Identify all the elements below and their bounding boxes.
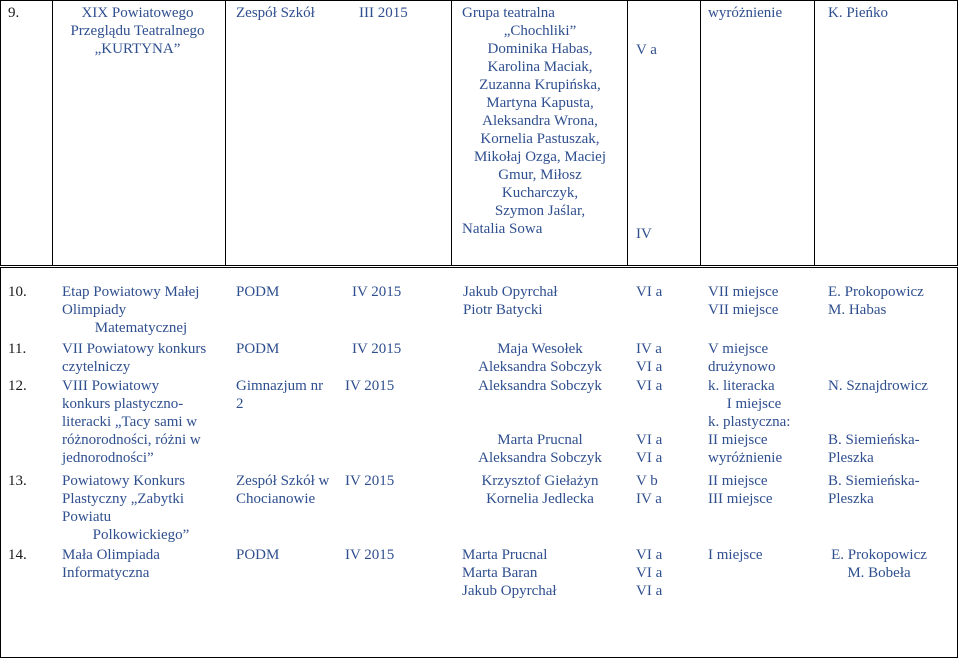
participant: Maja Wesołek [497, 341, 583, 357]
result-line: drużynowo [708, 359, 776, 375]
column-divider [627, 0, 628, 266]
teacher-line: M. Habas [828, 302, 887, 318]
event-line: Przeglądu Teatralnego [70, 23, 205, 39]
event-name [55, 283, 227, 337]
column-divider [957, 267, 958, 658]
teacher [828, 377, 928, 467]
participants [455, 340, 625, 376]
event-date: IV 2015 [352, 284, 402, 300]
class-line: VI a [636, 547, 663, 563]
teacher-line: B. Siemieńska- [828, 473, 920, 489]
row-number: 11. [8, 341, 27, 357]
event-line: Olimpiady [62, 302, 127, 318]
column-divider [700, 0, 701, 266]
event-line: „KURTYNA” [94, 41, 181, 57]
school-line: 2 [236, 396, 244, 412]
row-number: 9. [8, 5, 20, 21]
participant: Aleksandra Sobczyk [478, 378, 602, 394]
result: wyróżnienie [708, 5, 783, 21]
school-line: Chocianowie [236, 491, 316, 507]
row-divider [0, 267, 957, 268]
participant: Karolina Maciak, [487, 59, 593, 75]
event-line: Mała Olimpiada [62, 547, 160, 563]
event-date: IV 2015 [352, 341, 402, 357]
participant [455, 413, 625, 431]
class-label [636, 340, 662, 376]
participants [455, 472, 625, 508]
row-number: 10. [8, 284, 27, 300]
participant: Jakub Opyrchał [462, 583, 557, 599]
result-line: I miejsce [726, 396, 782, 412]
participant: Martyna Kapusta, [486, 95, 594, 111]
teacher-line: Pleszka [828, 491, 874, 507]
class-line: VI a [636, 432, 663, 448]
result-line: II miejsce [708, 432, 768, 448]
event-date: IV 2015 [345, 547, 395, 563]
teacher-line: N. Sznajdrowicz [828, 378, 928, 394]
event-line: Powiatowy Konkurs [62, 473, 185, 489]
event-line: Powiatu [62, 509, 112, 525]
event-line: konkurs plastyczno- [62, 396, 184, 412]
participant: Kornelia Jedlecka [486, 491, 594, 507]
school-name: PODM [236, 547, 280, 563]
table-border-bottom [0, 657, 957, 658]
column-divider [225, 0, 226, 266]
teacher-line: M. Bobeła [847, 565, 911, 581]
result: I miejsce [708, 547, 763, 563]
result-line: II miejsce [708, 473, 768, 489]
school-line: Gimnazjum nr [236, 378, 324, 394]
event-name [62, 546, 160, 582]
result [702, 377, 806, 467]
teacher-line: B. Siemieńska- [828, 432, 920, 448]
event-line: Informatyczna [62, 565, 150, 581]
teacher-line [828, 413, 928, 431]
school-name: PODM [236, 341, 280, 357]
event-name [55, 4, 220, 58]
participant: Szymon Jaślar, [494, 203, 586, 219]
event-line: Polkowickiego” [92, 527, 190, 543]
school-name: PODM [236, 284, 280, 300]
participant: Natalia Sowa [462, 221, 543, 237]
event-name [55, 377, 227, 467]
teacher: K. Pieńko [828, 5, 888, 21]
event-line: XIX Powiatowego [81, 5, 194, 21]
participant: Krzysztof Giełażyn [481, 473, 599, 489]
event-line: czytelniczy [62, 359, 131, 375]
event-line: literacki „Tacy sami w [62, 414, 198, 430]
teacher-line: Pleszka [828, 450, 874, 466]
participant: Marta Baran [462, 565, 538, 581]
school-name: Zespół Szkół [236, 5, 315, 21]
event-date: III 2015 [359, 5, 408, 21]
event-line: Plastyczny „Zabytki [62, 491, 185, 507]
school-name [236, 472, 329, 508]
event-line: VIII Powiatowy [62, 378, 160, 394]
column-divider [957, 0, 958, 266]
event-date: IV 2015 [345, 378, 395, 394]
class-line [636, 413, 662, 431]
teacher [818, 546, 940, 582]
event-name [55, 340, 227, 376]
class-line: IV a [636, 491, 662, 507]
class-label [636, 546, 662, 600]
class-line: VI a [636, 565, 663, 581]
result-line: VII miejsce [708, 284, 779, 300]
result-line: wyróżnienie [708, 450, 783, 466]
result [708, 472, 773, 508]
class-line: VI a [636, 378, 663, 394]
row-number: 12. [8, 378, 27, 394]
participants [455, 377, 625, 467]
participant: Aleksandra Sobczyk [478, 359, 602, 375]
column-divider [0, 267, 1, 658]
class-line [636, 395, 662, 413]
event-line: jednorodności” [62, 450, 154, 466]
result-line: k. plastyczna: [708, 414, 791, 430]
participant [455, 395, 625, 413]
class-line: VI a [636, 450, 663, 466]
class-label [636, 472, 662, 508]
result-line: III miejsce [708, 491, 773, 507]
participant: Zuzanna Krupińska, [479, 77, 601, 93]
participant: Grupa teatralna [462, 5, 555, 21]
participant: Piotr Batycki [463, 302, 543, 318]
participants [455, 4, 625, 238]
participant: Aleksandra Wrona, [482, 113, 598, 129]
result-line: VII miejsce [708, 302, 779, 318]
teacher-line: E. Prokopowicz [828, 284, 924, 300]
column-divider [451, 0, 452, 266]
participant: Marta Prucnal [462, 547, 548, 563]
participants [462, 546, 557, 600]
participant: Kucharczyk, [501, 185, 579, 201]
class-line: IV a [636, 341, 662, 357]
row-number: 14. [8, 547, 27, 563]
teacher [828, 283, 924, 319]
class-line: VI a [636, 583, 663, 599]
result [708, 283, 778, 319]
participant: Kornelia Pastuszak, [480, 131, 600, 147]
event-name [55, 472, 227, 544]
class-line: V b [636, 473, 658, 489]
result-line: k. literacka [708, 378, 775, 394]
class-label [636, 377, 662, 467]
class-line: VI a [636, 359, 663, 375]
participant: Dominika Habas, [487, 41, 593, 57]
teacher-line [828, 395, 928, 413]
teacher [828, 472, 920, 508]
participant: Jakub Opyrchał [463, 284, 558, 300]
column-divider [52, 0, 53, 266]
school-name [236, 377, 323, 413]
column-divider [814, 0, 815, 266]
result [708, 340, 776, 376]
event-date: IV 2015 [345, 473, 395, 489]
event-line: różnorodności, różni w [62, 432, 201, 448]
participants [463, 283, 558, 319]
column-divider [0, 0, 1, 266]
participant: Gmur, Miłosz [498, 167, 582, 183]
class-label: VI a [636, 284, 663, 300]
result-line: V miejsce [708, 341, 769, 357]
participant: Marta Prucnal [497, 432, 583, 448]
participant: Mikołaj Ozga, Maciej [473, 149, 607, 165]
row-number: 13. [8, 473, 27, 489]
class-label: IV [636, 226, 652, 242]
participant: Aleksandra Sobczyk [478, 450, 602, 466]
class-label: V a [636, 42, 657, 58]
school-line: Zespół Szkół w [236, 473, 330, 489]
event-line: VII Powiatowy konkurs [62, 341, 207, 357]
participant: „Chochliki” [503, 23, 577, 39]
event-line: Matematycznej [94, 320, 188, 336]
teacher-line: E. Prokopowicz [831, 547, 927, 563]
event-line: Etap Powiatowy Małej [62, 284, 200, 300]
